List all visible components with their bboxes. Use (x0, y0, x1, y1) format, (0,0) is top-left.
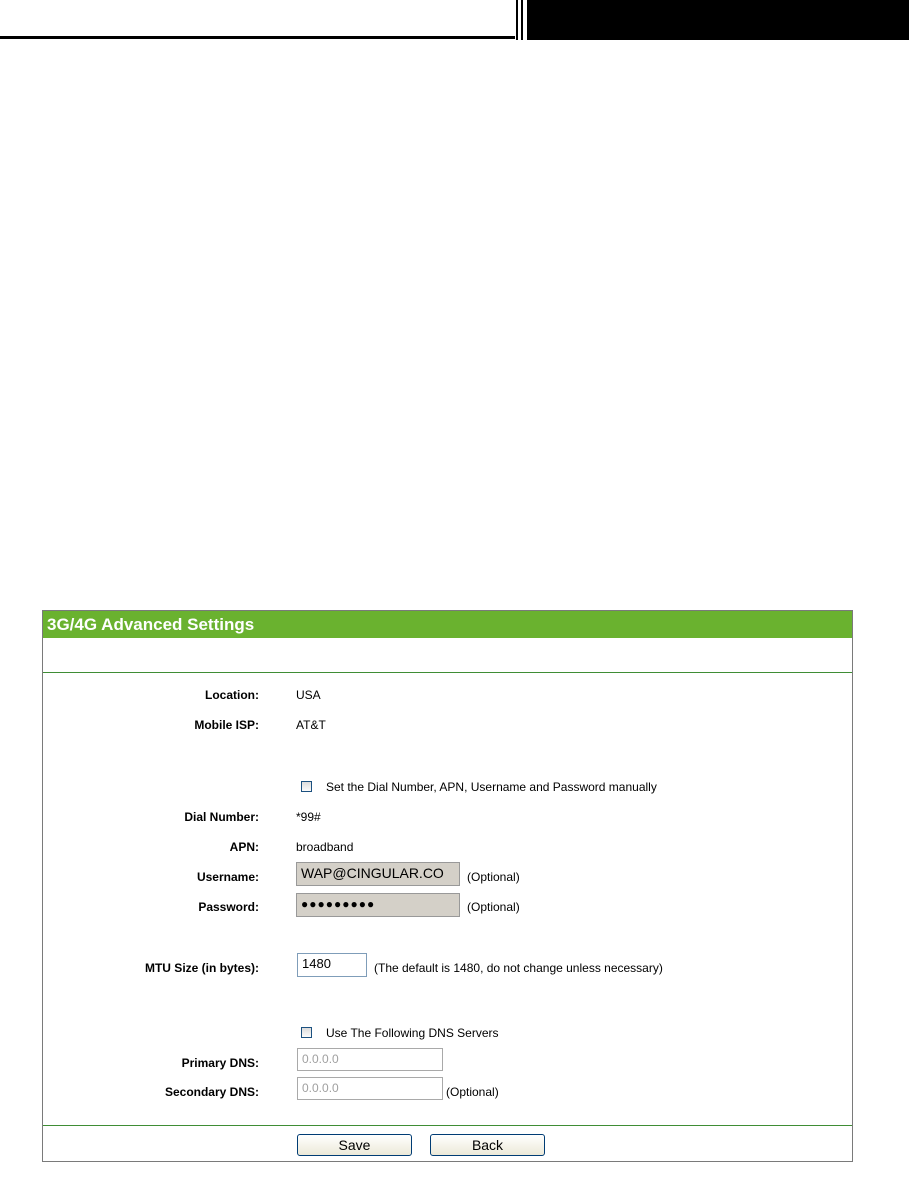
panel-title: 3G/4G Advanced Settings (43, 611, 852, 638)
doc-header-separator (516, 0, 518, 40)
top-divider (43, 672, 852, 673)
secondary-dns-label: Secondary DNS: (164, 1085, 259, 1099)
isp-value: AT&T (296, 718, 326, 732)
secondary-dns-optional-hint: (Optional) (446, 1085, 499, 1099)
dns-servers-label: Use The Following DNS Servers (326, 1026, 499, 1040)
doc-header-separator (521, 0, 523, 40)
manual-settings-checkbox[interactable] (301, 781, 312, 792)
mtu-default-hint: (The default is 1480, do not change unless necessary) (374, 961, 663, 975)
username-label: Username: (196, 870, 259, 884)
save-button[interactable]: Save (297, 1134, 412, 1156)
username-optional-hint: (Optional) (467, 870, 520, 884)
apn-label: APN: (229, 840, 259, 854)
password-label: Password: (198, 900, 259, 914)
mtu-size-input[interactable]: 1480 (297, 953, 367, 977)
primary-dns-label: Primary DNS: (181, 1056, 259, 1070)
secondary-dns-input[interactable]: 0.0.0.0 (297, 1077, 443, 1100)
dial-number-label: Dial Number: (184, 810, 259, 824)
dns-servers-checkbox[interactable] (301, 1027, 312, 1038)
password-input[interactable]: ●●●●●●●●● (296, 893, 460, 917)
username-input[interactable]: WAP@CINGULAR.CO (296, 862, 460, 886)
advanced-settings-panel (42, 610, 853, 1162)
manual-settings-label: Set the Dial Number, APN, Username and Password manually (326, 780, 657, 794)
back-button[interactable]: Back (430, 1134, 545, 1156)
password-optional-hint: (Optional) (467, 900, 520, 914)
location-value: USA (296, 688, 321, 702)
primary-dns-input[interactable]: 0.0.0.0 (297, 1048, 443, 1071)
location-label: Location: (205, 688, 259, 702)
isp-label: Mobile ISP: (194, 718, 259, 732)
apn-value: broadband (296, 840, 354, 854)
bottom-divider (43, 1125, 852, 1126)
doc-header-bar (527, 0, 909, 40)
mtu-size-label: MTU Size (in bytes): (144, 961, 259, 975)
doc-header-rule (0, 36, 515, 39)
dial-number-value: *99# (296, 810, 321, 824)
